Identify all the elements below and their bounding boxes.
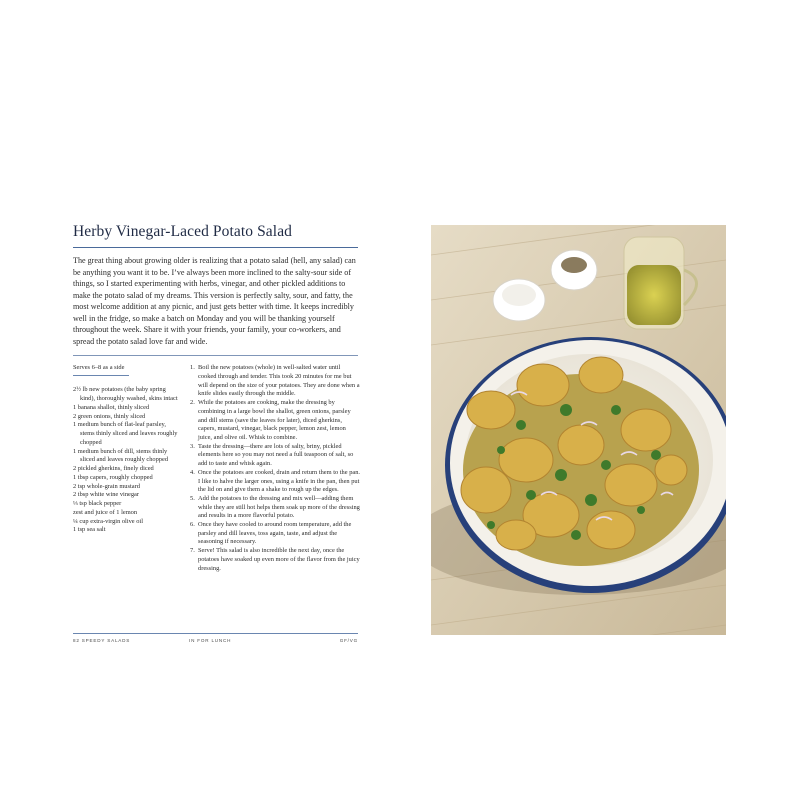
step-text: Once the potatoes are cooked, drain and return them to the pan. I like to halve the larger ones, using a knife in the pan, then put the lid on and give them a shake to rough up the edges. [198,468,361,494]
method-step: 7. Serve! This salad is also incredible the next day, once the potatoes have soaked up even more of the flavor from the juicy dressing. [190,547,360,572]
serves-label: Serves 6–8 as a side [73,364,129,376]
footer-rule [73,633,358,634]
ingredient-item: 2½ lb new potatoes (the baby spring kind), thoroughly washed, skins intact [73,386,178,403]
ingredient-item: 1 tbsp capers, roughly chopped [73,473,153,481]
method-step: 6. Once they have cooled to around room temperature, add the parsley and dill leaves, toss again, taste, and adjust the seasoning if necessary. [190,521,360,547]
ingredient-item: 1 tsp sea salt [73,526,106,534]
step-text: Once they have cooled to around room temperature, add the parsley and dill leaves, toss again, taste, and adjust the seasoning if necessary. [198,521,352,546]
ingredient-item: zest and juice of 1 lemon [73,508,138,516]
method-column [190,364,360,573]
recipe-page [73,222,361,626]
method-steps [190,364,360,573]
recipe-title: Herby Vinegar-Laced Potato Salad [73,223,293,240]
step-text: Add the potatoes to the dressing and mix well—adding them while they are still hot helps them soak up more of the dressing and results in a more flavorful potato. [198,494,360,520]
page-footer [73,633,358,650]
folio-section: 82 SPEEDY SALADS [73,638,131,643]
step-text: While the potatoes are cooking, make the dressing by combining in a large bowl the shallot, green onions, parsley and dill stems (save the leaves for later), diced gherkins, capers, mustard, vinegar, black pepper, lemon zest, lemon juice, and olive oil. Whisk to combine. [198,399,351,441]
ingredient-item: 2 tsp whole-grain mustard [73,482,140,490]
method-step: 2. While the potatoes are cooking, make the dressing by combining in a large bowl the shallot, green onions, parsley and dill stems (save the leaves for later), diced gherkins, capers, mustard, vinegar, black pepper, lemon zest, lemon juice, and olive oil. Whisk to combine. [190,399,360,443]
ingredient-item: 1 banana shallot, thinly sliced [73,403,150,411]
ingredient-item: 1 medium bunch of flat-leaf parsley, stems thinly sliced and leaves roughly chopped [73,421,178,446]
ingredient-item: ⅓ tsp black pepper [73,500,122,508]
chapter-name: IN FOR LUNCH [189,638,232,643]
step-text: Serve! This salad is also incredible the next day, once the potatoes have soaked up even more of the flavor from the juicy dressing. [198,547,360,572]
ingredients-column [73,364,181,535]
potato-salad-photo [431,225,726,635]
method-step: 4. Once the potatoes are cooked, drain and return them to the pan. I like to halve the larger ones, using a knife in the pan, then put the lid on and give them a shake to rough up the edges. [190,468,361,494]
potato-salad-bowl-icon [445,337,726,593]
title-rule [73,247,358,248]
recipe-intro: The great thing about growing older is realizing that a potato salad (hell, any salad) can be anything you want it to be. I’ve always been more inclined to the salty-sour side of things, so I started experimenting with herbs, vinegar, and other pickled additions to make the potato salad of my dreams. This version is perfectly salty, sour, and fatty, the most welcome addition at any picnic, and just gets better with time. It keeps incredibly well in the fridge, so make a batch on Monday and you will be thanking yourself throughout the week. Share it with your friends, your family, your co-workers, and spread the potato salad love far and wide. [73,256,356,346]
intro-rule [73,355,358,356]
ingredient-item: 2 tbsp white wine vinegar [73,491,140,499]
ingredient-list [73,386,181,535]
step-text: Taste the dressing—there are lots of salty, briny, pickled elements here so you may not need a full teaspoon of salt, so add to taste and whisk again. [198,442,354,468]
recipe-body [73,364,361,626]
ingredient-item: 2 pickled gherkins, finely diced [73,465,154,473]
salt-dish-icon [493,279,545,321]
method-step: 1. Boil the new potatoes (whole) in well-salted water until cooked through and tender. This took 20 minutes for me but will depend on the size of your potatoes. They are done when a knife slides easily through the middle. [190,364,360,398]
ingredient-item: 1 medium bunch of dill, stems thinly sliced and leaves roughly chopped [73,447,169,464]
diet-tag: GF/VG [339,638,358,643]
pepper-dish-icon [551,250,597,290]
photo-illustration [431,225,726,635]
ingredient-item: ¼ cup extra-virgin olive oil [73,517,143,525]
step-text: Boil the new potatoes (whole) in well-salted water until cooked through and tender. This took 20 minutes for me but will depend on the size of your potatoes. They are done when a knife slides easily through the middle. [198,364,360,398]
method-step: 3. Taste the dressing—there are lots of salty, briny, pickled elements here so you may not need a full teaspoon of salt, so add to taste and whisk again. [190,443,360,469]
ingredient-item: 2 green onions, thinly sliced [73,412,146,420]
method-step: 5. Add the potatoes to the dressing and mix well—adding them while they are still hot helps them soak up more of the dressing and results in a more flavorful potato. [190,494,360,520]
